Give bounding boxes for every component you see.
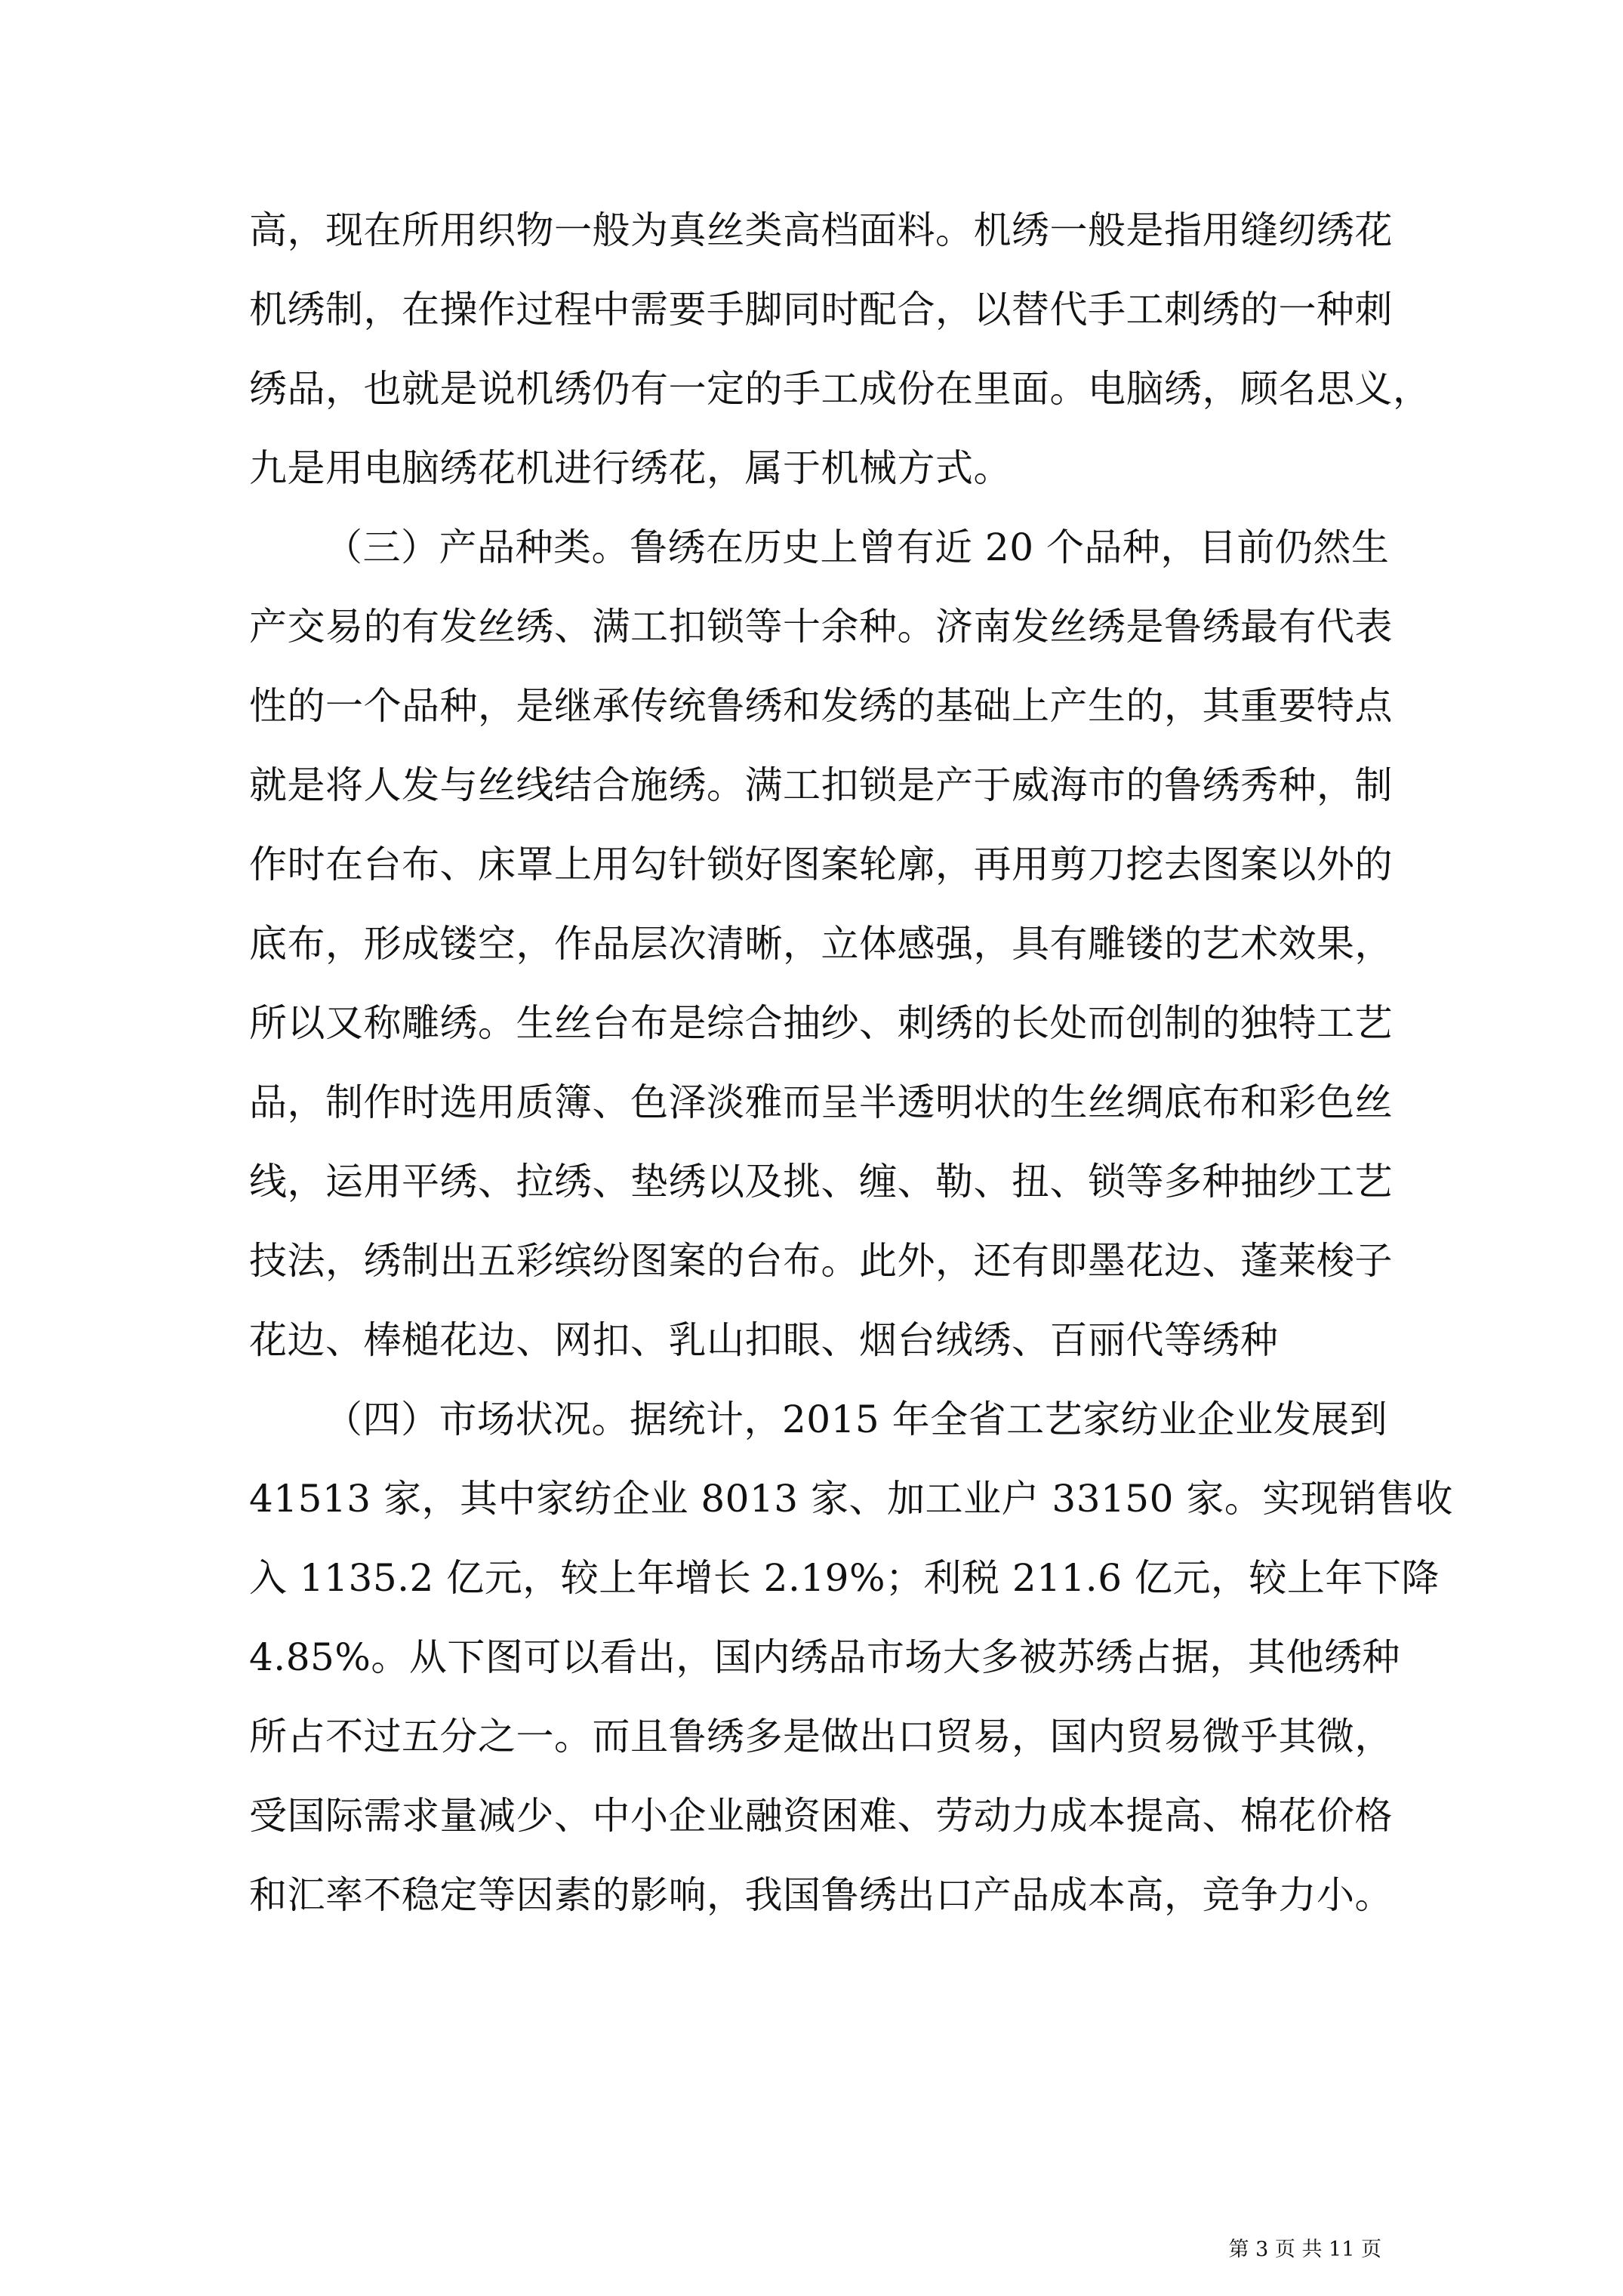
page-number-footer: 第 3 页 共 11 页 [1228,2238,1381,2261]
text-line-12: 品，制作时选用质簿、色泽淡雅而呈半透明状的生丝绸底布和彩色丝 [249,1080,1393,1124]
text-line-19: 4.85%。从下图可以看出，国内绣品市场大多被苏绣占据，其他绣种 [249,1635,1400,1679]
text-line-3: 绣品，也就是说机绣仍有一定的手工成份在里面。电脑绣，顾名思义， [249,367,1431,411]
text-line-7: 性的一个品种，是继承传统鲁绣和发绣的基础上产生的，其重要特点 [249,684,1393,728]
text-line-4: 九是用电脑绣花机进行绣花，属于机械方式。 [249,446,1012,490]
text-line-21: 受国际需求量减少、中小企业融资困难、劳动力成本提高、棉花价格 [249,1794,1393,1838]
text-line-1: 高，现在所用织物一般为真丝类高档面料。机绣一般是指用缝纫绣花 [249,208,1393,252]
text-line-10: 底布，形成镂空，作品层次清晰，立体感强，具有雕镂的艺术效果， [249,922,1393,966]
text-line-17: 41513 家，其中家纺企业 8013 家、加工业户 33150 家。实现销售收 [249,1477,1453,1521]
text-line-5: （三）产品种类。鲁绣在历史上曾有近 20 个品种，目前仍然生 [325,525,1390,569]
text-line-11: 所以又称雕绣。生丝台布是综合抽纱、刺绣的长处而创制的独特工艺 [249,1001,1393,1045]
text-line-16: （四）市场状况。据统计，2015 年全省工艺家纺业企业发展到 [325,1398,1388,1441]
text-line-8: 就是将人发与丝线结合施绣。满工扣锁是产于威海市的鲁绣秀种，制 [249,763,1393,807]
text-line-15: 花边、棒槌花边、网扣、乳山扣眼、烟台绒绣、百丽代等绣种 [249,1318,1279,1362]
text-line-14: 技法，绣制出五彩缤纷图案的台布。此外，还有即墨花边、蓬莱梭子 [249,1239,1393,1283]
text-line-18: 入 1135.2 亿元，较上年增长 2.19%；利税 211.6 亿元，较上年下降 [249,1556,1440,1600]
text-line-13: 线，运用平绣、拉绣、垫绣以及挑、缠、勒、扭、锁等多种抽纱工艺 [249,1160,1393,1203]
text-line-20: 所占不过五分之一。而且鲁绣多是做出口贸易，国内贸易微乎其微， [249,1715,1393,1758]
text-line-6: 产交易的有发丝绣、满工扣锁等十余种。济南发丝绣是鲁绣最有代表 [249,605,1393,649]
text-line-22: 和汇率不稳定等因素的影响，我国鲁绣出口产品成本高，竞争力小。 [249,1873,1393,1917]
text-line-9: 作时在台布、床罩上用勾针锁好图案轮廓，再用剪刀挖去图案以外的 [249,843,1393,886]
text-line-2: 机绣制，在操作过程中需要手脚同时配合，以替代手工刺绣的一种刺 [249,288,1393,331]
